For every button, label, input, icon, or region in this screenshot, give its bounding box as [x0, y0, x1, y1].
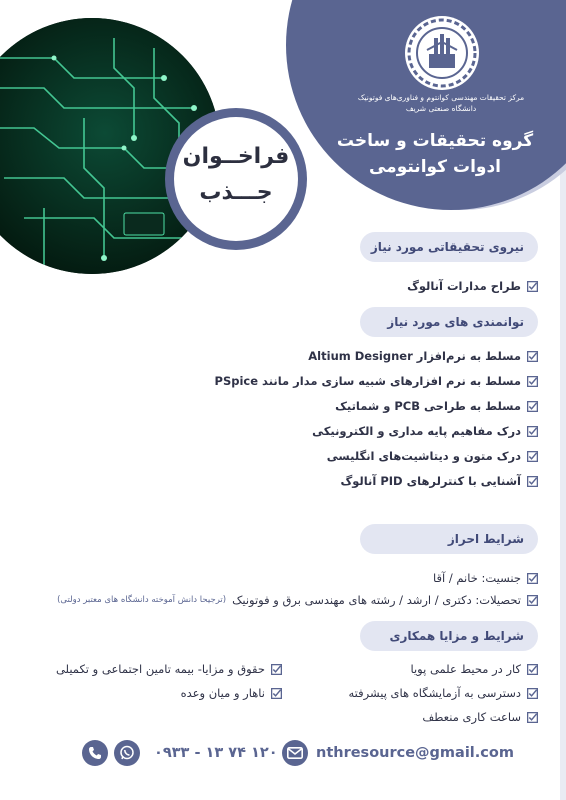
email-address[interactable]: nthresource@gmail.com [316, 745, 514, 761]
list-item-label: آشنایی با کنترلرهای PID آنالوگ [340, 474, 521, 488]
section-heading-benefits: شرایط و مزایا همکاری [360, 621, 538, 651]
list-item [215, 374, 538, 388]
email-contact[interactable] [282, 740, 514, 766]
list-item-label: درک متون و دیتاشیت‌های انگلیسی [326, 449, 521, 463]
university-logo [405, 16, 479, 90]
section-heading-skills: توانمندی های مورد نیاز [360, 307, 538, 337]
checkbox-icon [527, 401, 538, 412]
list-item [327, 449, 538, 463]
list-item [407, 279, 538, 293]
list-item [312, 424, 538, 438]
checkbox-icon [527, 376, 538, 387]
checkbox-icon [527, 281, 538, 292]
section-heading-requirements: شرایط احراز [360, 524, 538, 554]
list-item [335, 399, 538, 413]
list-item [422, 710, 538, 724]
list-item [340, 474, 538, 488]
list-item-label: کار در محیط علمی پویا [410, 662, 521, 676]
page-title [316, 128, 554, 180]
logo-emblem-icon [405, 16, 479, 90]
section-heading-research-staff: نیروی تحقیقاتی مورد نیاز [360, 232, 538, 262]
checkbox-icon [527, 426, 538, 437]
phone-contact[interactable] [82, 740, 278, 766]
checkbox-icon [527, 476, 538, 487]
list-item [57, 593, 538, 607]
logo-caption-line1: مرکز تحقیقات مهندسی کوانتوم و فناوری‌های فوتونیک [357, 93, 525, 102]
phone-number[interactable]: ۰۹۳۳ - ۱۳ ۷۴ ۱۲۰ [154, 745, 278, 761]
checkbox-icon [527, 595, 538, 606]
page-title-line2: ادوات کوانتومی [368, 157, 502, 177]
checkbox-icon [527, 573, 538, 584]
checkbox-icon [527, 664, 538, 675]
list-item [56, 662, 282, 676]
logo-caption-line2: دانشگاه صنعتی شریف [405, 104, 477, 113]
checkbox-icon [271, 688, 282, 699]
list-item-label: طراح مدارات آنالوگ [407, 279, 521, 293]
list-item-label: ناهار و میان وعده [180, 686, 265, 700]
list-item-label: دسترسی به آزمایشگاه های پیشرفته [348, 686, 521, 700]
list-item [410, 662, 538, 676]
page-title-line1: گروه تحقیقات و ساخت [336, 131, 534, 151]
call-badge [174, 117, 298, 241]
logo-caption [330, 92, 552, 114]
checkbox-icon [527, 351, 538, 362]
list-item-label: مسلط به نرم‌افزار Altium Designer [308, 349, 521, 363]
whatsapp-icon [114, 740, 140, 766]
list-item [433, 571, 538, 585]
checkbox-icon [527, 688, 538, 699]
checkbox-icon [527, 712, 538, 723]
list-item [181, 686, 282, 700]
list-item-label: درک مفاهیم پایه مداری و الکترونیکی [312, 424, 521, 438]
call-subtitle: جـــذب [199, 180, 273, 205]
list-item-label: تحصیلات: دکتری / ارشد / رشته های مهندسی برق و فوتونیک [232, 593, 521, 607]
list-item-label: مسلط به طراحی PCB و شماتیک [335, 399, 521, 413]
list-item-label: جنسیت: خانم / آقا [433, 571, 521, 585]
list-item-label: ساعت کاری منعطف [422, 710, 521, 724]
list-item-label: مسلط به نرم افزارهای شبیه سازی مدار مانند PSpice [214, 374, 521, 388]
phone-icon [82, 740, 108, 766]
list-item [308, 349, 538, 363]
call-title: فراخــوان [182, 144, 290, 169]
list-item-label: حقوق و مزایا- بیمه تامین اجتماعی و تکمیلی [55, 662, 265, 676]
checkbox-icon [527, 451, 538, 462]
list-item [348, 686, 538, 700]
education-note: (ترجیحا دانش آموخته دانشگاه های معتبر دولتی) [57, 595, 227, 605]
email-icon [282, 740, 308, 766]
checkbox-icon [271, 664, 282, 675]
